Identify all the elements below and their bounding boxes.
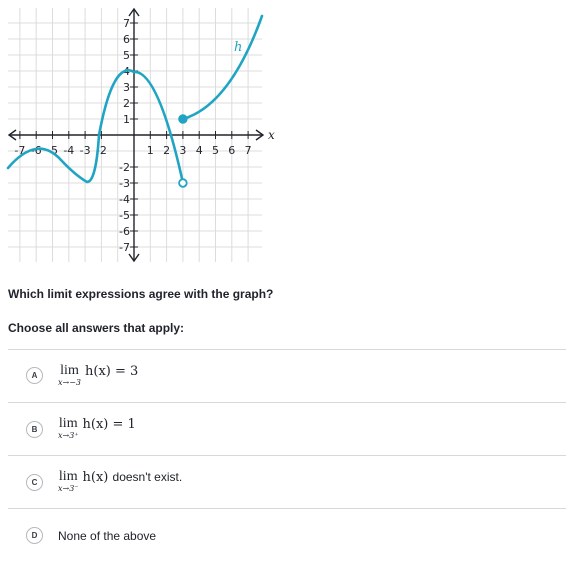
choice-d-text: None of the above (58, 529, 157, 543)
question-instruction: Choose all answers that apply: (8, 321, 185, 335)
x-tick-label: -7 (14, 144, 26, 157)
choice-d-letter: D (26, 527, 43, 544)
x-axis-label: x (268, 128, 275, 142)
choice-a-letter: A (26, 367, 43, 384)
limit-operator: lim x→3⁺ (58, 416, 79, 440)
y-tick-label: 6 (123, 33, 130, 46)
y-tick-label: -7 (119, 241, 130, 254)
x-tick-label: -6 (30, 144, 42, 157)
choice-d[interactable] (8, 509, 566, 561)
choice-b-letter: B (26, 421, 43, 438)
y-tick-label: 1 (123, 113, 130, 126)
limit-operator: lim x→−3 (58, 363, 82, 387)
x-tick-label: -5 (47, 144, 58, 157)
choice-a-math (58, 364, 138, 388)
question-prompt: Which limit expressions agree with the graph? (8, 287, 274, 301)
y-tick-label: 2 (123, 97, 130, 110)
choice-c-letter: C (26, 474, 43, 491)
limit-operator: lim x→3⁻ (58, 469, 79, 493)
choice-c[interactable] (8, 456, 566, 508)
function-graph (0, 0, 275, 270)
limit-expression: h(x) = 3 (85, 364, 139, 379)
choice-b-math (58, 417, 136, 441)
choice-c-math (58, 470, 182, 494)
y-tick-label: -6 (119, 225, 130, 238)
choice-c-text: doesn't exist. (112, 470, 183, 484)
x-tick-label: 2 (163, 144, 171, 157)
x-tick-label: 7 (244, 144, 252, 157)
x-tick-label: 6 (228, 144, 236, 157)
function-label: h (234, 40, 243, 55)
y-tick-label: 4 (123, 65, 130, 78)
x-tick-label: 3 (179, 144, 187, 157)
x-tick-label: -4 (63, 144, 75, 157)
y-tick-label: -5 (119, 209, 130, 222)
limit-expression: h(x) = 1 (82, 417, 136, 432)
x-tick-label: 5 (212, 144, 219, 157)
closed-point (179, 115, 187, 123)
limit-expression: h(x) (82, 470, 109, 485)
x-tick-label: -2 (95, 144, 107, 157)
choice-b[interactable] (8, 403, 566, 455)
x-tick-label: -3 (79, 144, 91, 157)
x-tick-label: 1 (146, 144, 154, 157)
function-curve-right (183, 16, 262, 119)
x-tick-label: 4 (195, 144, 203, 157)
open-point (179, 179, 187, 187)
y-tick-label: 5 (123, 49, 130, 62)
y-tick-label: 7 (123, 17, 130, 30)
choice-a[interactable] (8, 350, 566, 402)
y-tick-label: -3 (119, 177, 130, 190)
y-tick-label: -4 (119, 193, 130, 206)
y-tick-label: -2 (119, 161, 130, 174)
y-tick-label: 3 (123, 81, 130, 94)
